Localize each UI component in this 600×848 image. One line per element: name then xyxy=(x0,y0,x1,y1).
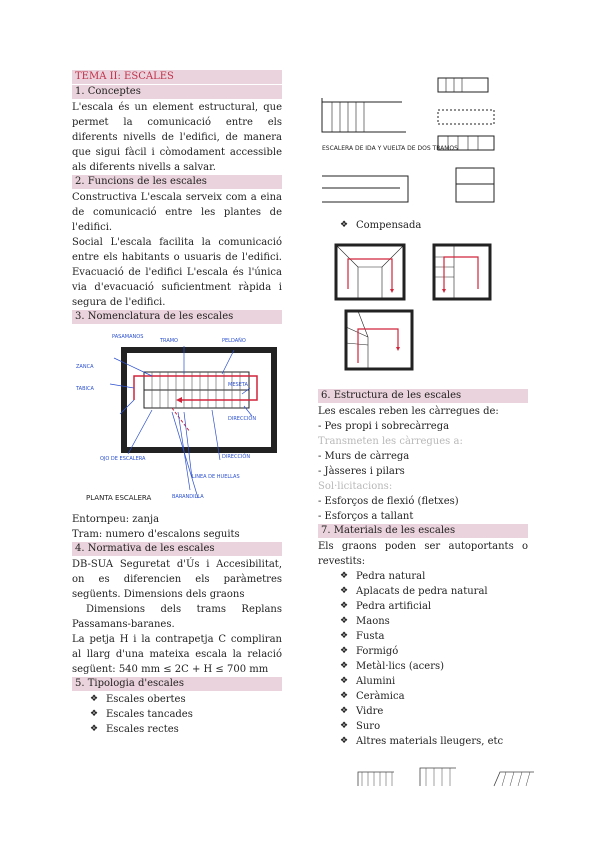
estructura-line-4: - Murs de càrrega xyxy=(318,451,410,462)
functions-body-1: Constructiva L'escala serveix com a eina de comunicació entre les plantes de l'edifici. xyxy=(72,192,282,233)
right-column xyxy=(318,70,528,749)
list-item: ❖ Fusta xyxy=(340,631,385,642)
label-tramo: TRAMO xyxy=(160,338,178,344)
concepts-body: L'escala és un element estructural, que permet la comunicació entre els diferents nivells de l'edifici, de manera que sigui fàcil i còmodament accessible als diferents nivells a salvar. xyxy=(72,102,282,173)
estructura-line-7: - Esforços de flexió (fletxes) xyxy=(318,496,459,507)
list-item: ❖ Formigó xyxy=(340,646,399,657)
label-direccion: DIRECCIÓN xyxy=(228,416,257,422)
bullet-icon: ❖ xyxy=(340,586,349,596)
section-heading-materials: 7. Materials de les escales xyxy=(318,524,528,538)
bullet-icon: ❖ xyxy=(340,736,349,746)
nomenclature-line-2: Tram: numero d'escalons seguits xyxy=(72,529,240,540)
section-heading-functions: 2. Funcions de les escales xyxy=(72,175,282,189)
label-linea-de-huellas: LINEA DE HUELLAS xyxy=(192,474,240,480)
normativa-body-3: La petja H i la contrapetja C compliran al llarg d'una mateixa escala la relació següent: 540 mm ≤ 2C + H ≤ 700 mm xyxy=(72,634,282,675)
label-meseta: MESETA xyxy=(228,382,248,388)
materials-list xyxy=(318,569,528,749)
bullet-icon: ❖ xyxy=(90,724,99,734)
functions-body-2: Social L'escala facilita la comunicació entre els habitants o usuaris de l'edifici. Evacuació de l'edifici L'escala és l'única via d'evacuació suficientment ràpida i segura de l'edifici. xyxy=(72,237,282,308)
estructura-line-5: - Jàsseres i pilars xyxy=(318,466,405,477)
page-title: TEMA II: ESCALES xyxy=(72,70,282,84)
nomenclature-line-1: Entornpeu: zanja xyxy=(72,514,160,525)
list-item: ❖ Suro xyxy=(340,721,381,732)
normativa-body-1: DB-SUA Seguretat d'Ús i Accesibilitat, on es diferencien els paràmetres següents. Dimensions dels graons xyxy=(72,559,282,600)
bullet-icon: ❖ xyxy=(340,601,349,611)
estructura-line-3: Transmeten les càrregues a: xyxy=(318,436,463,447)
estructura-line-1: Les escales reben les càrregues de: xyxy=(318,406,499,417)
compensada-list xyxy=(318,218,528,233)
figure-caption-planta: PLANTA ESCALERA xyxy=(86,494,152,502)
stair-plan-drawing xyxy=(72,328,282,508)
label-barandilla: BARANDILLA xyxy=(172,494,204,500)
stair-types-drawing xyxy=(318,74,528,214)
bullet-icon: ❖ xyxy=(340,706,349,716)
list-item: ❖ Pedra natural xyxy=(340,571,426,582)
section-heading-nomenclature: 3. Nomenclatura de les escales xyxy=(72,310,282,324)
list-item: ❖ Vidre xyxy=(340,706,384,717)
normativa-body-2: Dimensions dels trams Replans Passamans-baranes. xyxy=(72,604,282,630)
label-peldano: PELDAÑO xyxy=(222,338,246,344)
step-sections-drawing xyxy=(356,764,536,790)
bullet-icon: ❖ xyxy=(340,616,349,626)
list-item: ❖ Compensada xyxy=(340,220,422,231)
list-item: ❖ Metàl·lics (acers) xyxy=(340,661,445,672)
bullet-icon: ❖ xyxy=(90,709,99,719)
list-item: ❖ Escales rectes xyxy=(90,724,179,735)
figure-caption-ida-vuelta: ESCALERA DE IDA Y VUELTA DE DOS TRAMOS xyxy=(322,145,458,152)
bullet-icon: ❖ xyxy=(340,646,349,656)
list-item: ❖ Aplacats de pedra natural xyxy=(340,586,488,597)
label-tabica: TABICA xyxy=(76,386,94,392)
list-item: ❖ Maons xyxy=(340,616,390,627)
section-heading-tipologia: 5. Tipologia d'escales xyxy=(72,677,282,691)
bullet-icon: ❖ xyxy=(340,661,349,671)
bullet-icon: ❖ xyxy=(340,220,349,230)
tipologia-list xyxy=(72,692,282,737)
materials-intro: Els graons poden ser autoportants o revestits: xyxy=(318,541,528,567)
list-item: ❖ Altres materials lleugers, etc xyxy=(340,736,504,747)
list-item: ❖ Alumini xyxy=(340,676,396,687)
label-direccion-2: DIRECCIÓN xyxy=(222,454,251,460)
stair-plan-figure xyxy=(72,328,282,508)
bullet-icon: ❖ xyxy=(90,694,99,704)
label-pasamanos: PASAMANOS xyxy=(112,334,144,340)
label-zanca: ZANCA xyxy=(76,364,94,370)
section-heading-estructura: 6. Estructura de les escales xyxy=(318,389,528,403)
list-item: ❖ Escales obertes xyxy=(90,694,186,705)
estructura-line-8: - Esforços a tallant xyxy=(318,511,414,522)
list-item: ❖ Pedra artificial xyxy=(340,601,432,612)
bullet-icon: ❖ xyxy=(340,631,349,641)
bullet-icon: ❖ xyxy=(340,721,349,731)
left-column xyxy=(72,70,282,737)
stair-types-figure xyxy=(318,74,528,214)
list-item: ❖ Ceràmica xyxy=(340,691,405,702)
compensated-stairs-drawing xyxy=(318,237,528,385)
list-item: ❖ Escales tancades xyxy=(90,709,193,720)
estructura-line-6: Sol·licitacions: xyxy=(318,481,393,492)
estructura-line-2: - Pes propi i sobrecàrrega xyxy=(318,421,450,432)
bullet-icon: ❖ xyxy=(340,571,349,581)
label-ojo-de-escalera: OJO DE ESCALERA xyxy=(100,456,146,462)
section-heading-normativa: 4. Normativa de les escales xyxy=(72,542,282,556)
bullet-icon: ❖ xyxy=(340,676,349,686)
section-heading-concepts: 1. Conceptes xyxy=(72,85,282,99)
bullet-icon: ❖ xyxy=(340,691,349,701)
compensated-stairs-figure xyxy=(318,237,528,385)
